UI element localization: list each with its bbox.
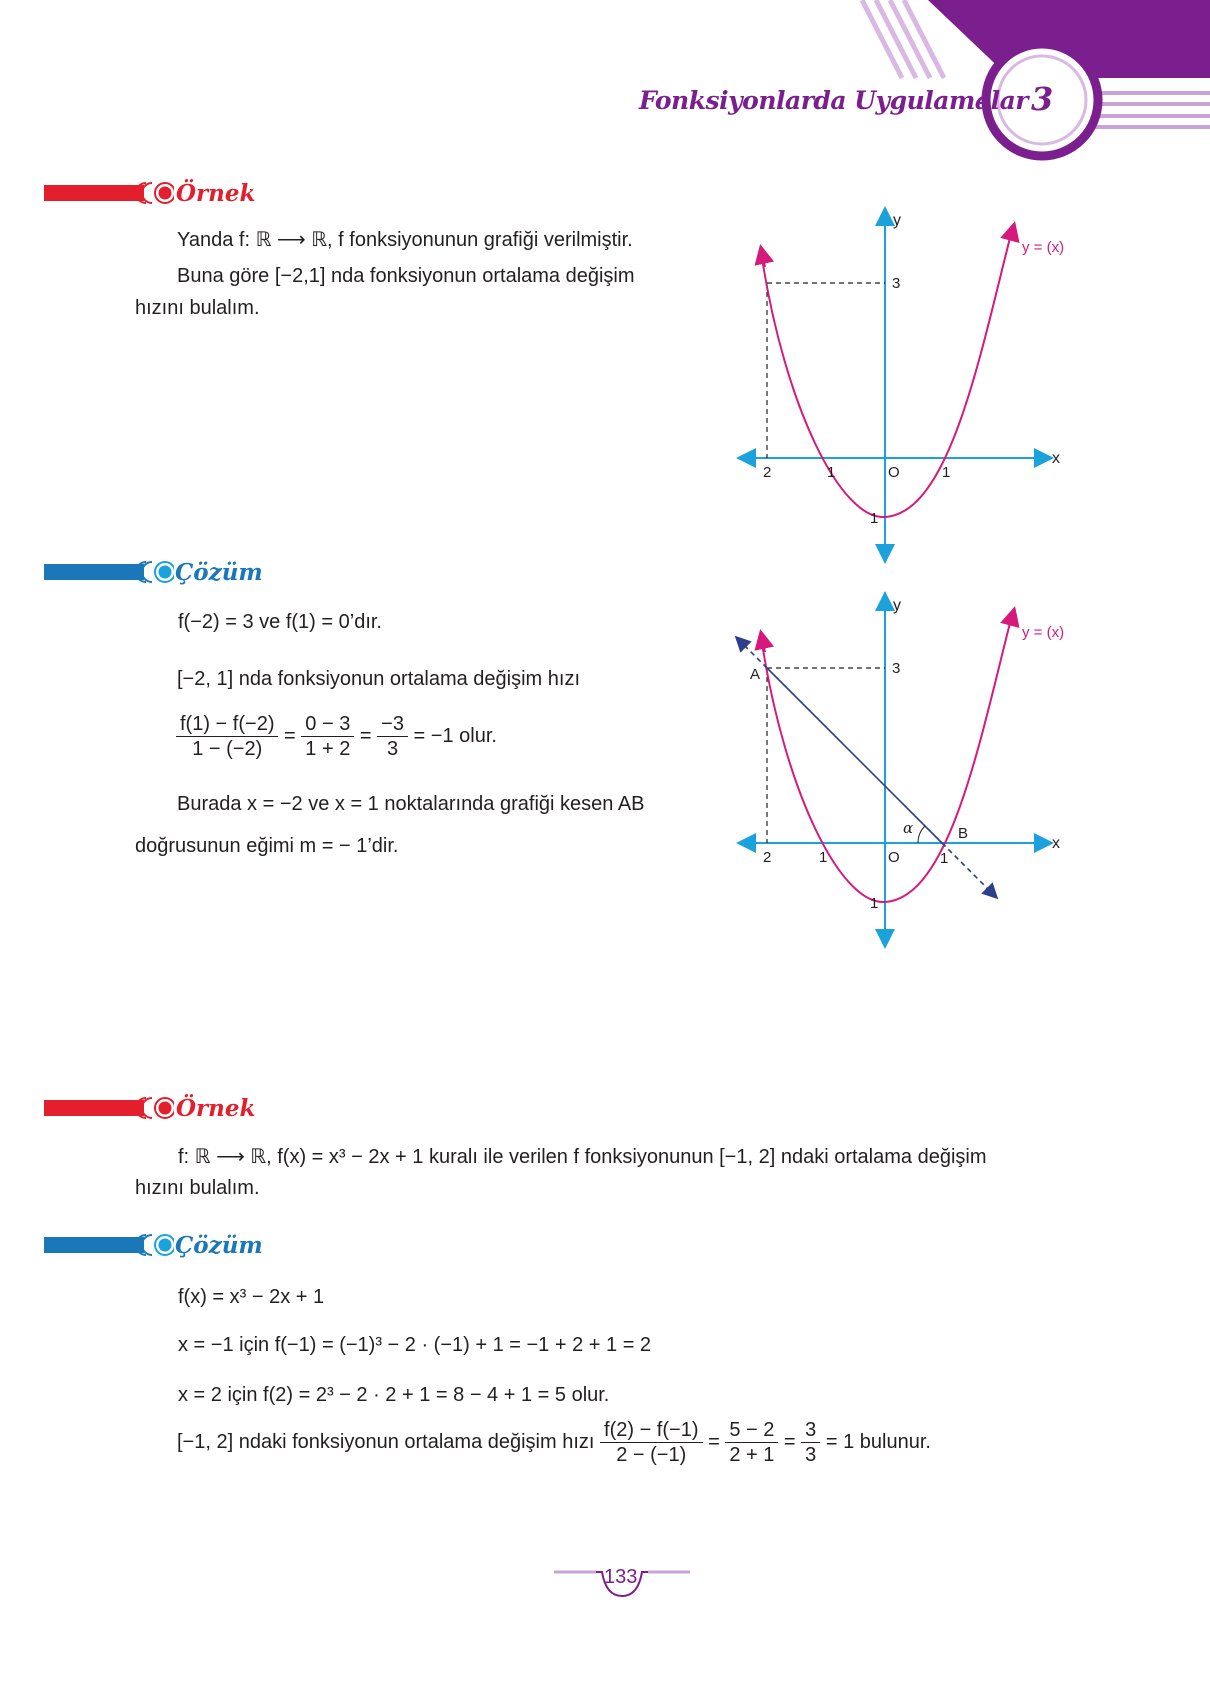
solution-label: Çözüm <box>175 559 263 586</box>
page-number: 133 <box>604 1566 638 1588</box>
graph1-tick-xneg1: 1 <box>827 464 836 481</box>
solution2-line1: f(x) = x³ − 2x + 1 <box>178 1286 325 1308</box>
graph2-curve <box>762 615 1012 902</box>
graph2-tick-yneg1: 1 <box>870 895 879 912</box>
solution2-line4: [−1, 2] ndaki fonksiyonun ortalama değişim hızı $\frac{f(2) - f(-1)}{2 - (-1)}$ = $\frac{5 - 2}{2 + 1}$ = $\frac{3}{3}$ = 1 bulunur. <box>177 1419 931 1466</box>
solution1-line1: f(−2) = 3 ve f(1) = 0’dır. <box>178 611 382 633</box>
example-label: Örnek <box>176 180 256 207</box>
solution1-result: = −1 olur. <box>413 724 497 747</box>
graph1-curve <box>762 230 1012 517</box>
solution1-frac1: $\frac{f(1) - f(-2)}{1 - (-2)}$ <box>176 712 278 761</box>
graph2-curve-label: y = (x) <box>1022 624 1065 641</box>
solution-label-bar <box>44 560 174 584</box>
solution1-equation: $\frac{f(1) - f(-2)}{1 - (-2)}$ = $\frac{0 - 3}{1 + 2}$ = $\frac{-3}{3}$ = −1 olur. <box>176 712 497 761</box>
graph2-tick-xneg2: 2 <box>763 849 772 866</box>
solution2-line4-prefix: [−1, 2] ndaki fonksiyonun ortalama değişim hızı <box>177 1430 595 1453</box>
graph1-x-label: x <box>1052 450 1060 467</box>
solution1-line2: [−2, 1] nda fonksiyonun ortalama değişim hızı <box>177 668 581 690</box>
graph2-tick-x1: 1 <box>940 850 949 867</box>
graph2-origin: O <box>888 849 900 866</box>
chapter-title: Fonksiyonlarda Uygulamalar <box>639 86 1028 115</box>
example1-line2: Buna göre [−2,1] nda fonksiyonun ortalama değişim <box>177 265 635 287</box>
solution2-line3: x = 2 için f(2) = 2³ − 2 · 2 + 1 = 8 − 4 + 1 = 5 olur. <box>178 1384 610 1406</box>
graph2-x-label: x <box>1052 835 1060 852</box>
graph2-tick-xneg1: 1 <box>819 849 828 866</box>
graph2-angle: α <box>903 819 914 837</box>
graph1-tick-x1: 1 <box>942 464 951 481</box>
example2-line1: f: ℝ ⟶ ℝ, f(x) = x³ − 2x + 1 kuralı ile verilen f fonksiyonunun [−1, 2] ndaki ortalama değişim <box>178 1146 987 1168</box>
graph2-tick-y3: 3 <box>892 660 901 677</box>
solution1-line4: Burada x = −2 ve x = 1 noktalarında grafiği kesen AB <box>177 793 645 815</box>
graph1-tick-xneg2: 2 <box>763 464 772 481</box>
example2-line2: hızını bulalım. <box>135 1177 260 1199</box>
graph2-y-label: y <box>893 597 901 614</box>
solution2-label-bar <box>44 1233 174 1257</box>
graph1-curve-label: y = (x) <box>1022 239 1065 256</box>
chapter-number: 3 <box>1031 80 1054 118</box>
example2-label-bar <box>44 1096 174 1120</box>
graph2-point-a: A <box>750 666 761 683</box>
solution2-frac2: $\frac{5 - 2}{2 + 1}$ <box>725 1418 778 1467</box>
example-label-bar <box>44 181 174 205</box>
graph1 <box>730 205 1090 575</box>
example1-line3: hızını bulalım. <box>135 297 260 319</box>
solution2-line2: x = −1 için f(−1) = (−1)³ − 2 · (−1) + 1 = −1 + 2 + 1 = 2 <box>178 1334 652 1356</box>
graph2-point-b: B <box>958 825 969 842</box>
solution1-line5: doğrusunun eğimi m = − 1’dir. <box>135 835 399 857</box>
graph1-tick-yneg1: 1 <box>870 510 879 527</box>
solution2-label: Çözüm <box>175 1232 263 1259</box>
solution2-result: = 1 bulunur. <box>825 1430 931 1453</box>
example1-line1: Yanda f: ℝ ⟶ ℝ, f fonksiyonunun grafiği verilmiştir. <box>177 229 633 251</box>
solution1-frac3: $\frac{-3}{3}$ <box>377 712 408 761</box>
graph1-tick-y3: 3 <box>892 275 901 292</box>
header-decoration <box>0 0 1210 170</box>
graph2-secant-ab <box>767 668 942 843</box>
solution1-frac2: $\frac{0 - 3}{1 + 2}$ <box>301 712 354 761</box>
graph1-y-label: y <box>893 212 901 229</box>
graph1-origin: O <box>888 464 900 481</box>
solution2-frac1: $\frac{f(2) - f(-1)}{2 - (-1)}$ <box>600 1418 702 1467</box>
solution2-frac3: $\frac{3}{3}$ <box>801 1418 820 1467</box>
graph2 <box>730 590 1090 960</box>
example2-label: Örnek <box>176 1095 256 1122</box>
